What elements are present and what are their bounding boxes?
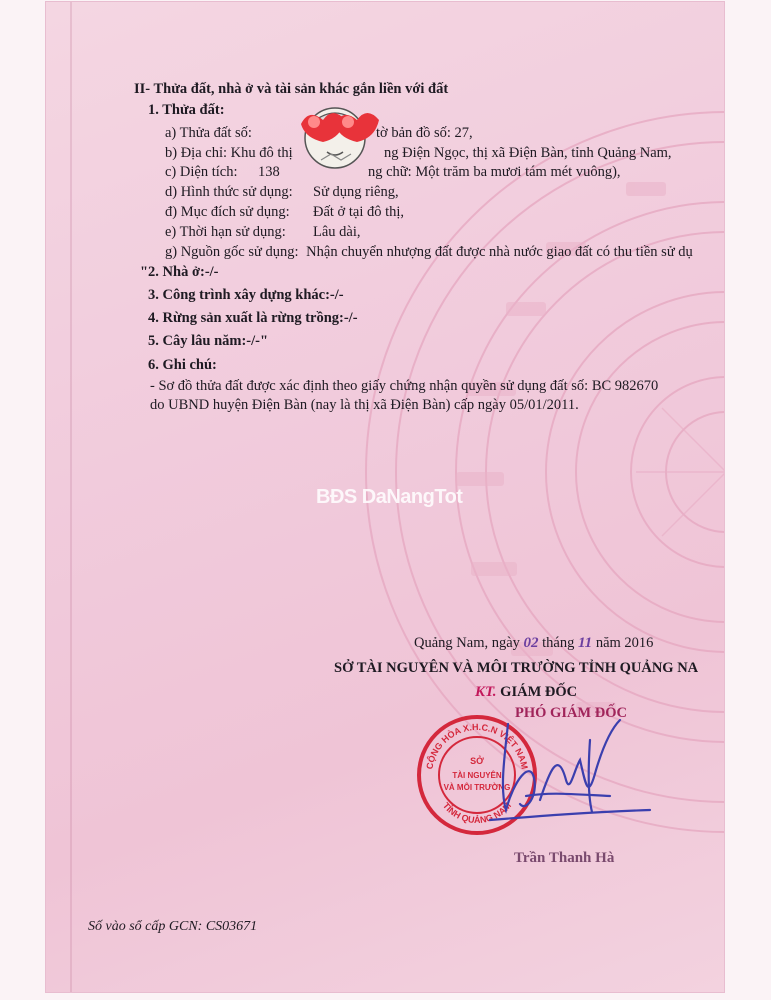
land-row-value: Sử dụng riêng,: [313, 184, 399, 200]
date-month: 11: [578, 635, 593, 651]
notes-line: do UBND huyện Điện Bàn (nay là thị xã Điện Bàn) cấp ngày 05/01/2011.: [150, 397, 579, 413]
land-heading: 1. Thửa đất:: [148, 102, 225, 118]
land-row-label: a) Thửa đất số:: [165, 125, 252, 141]
land-row-label: [165, 243, 728, 261]
issue-date: [414, 634, 653, 652]
land-row-value: Đất ở tại đô thị,: [313, 204, 405, 220]
title-prefix: KT.: [475, 684, 497, 700]
land-row-value: ng Điện Ngọc, thị xã Điện Bàn, tỉnh Quảng Nam,: [384, 145, 672, 161]
land-row-label: b) Địa chỉ: Khu đô thị: [165, 145, 293, 161]
construction-item: 3. Công trình xây dựng khác:-/-: [148, 287, 344, 303]
land-row-label-text: g) Nguồn gốc sử dụng:: [165, 244, 299, 260]
seal-ring-text: CỘNG HÒA X.H.C.N VIỆT NAM: [424, 721, 530, 771]
land-row-value: ng chữ: Một trăm ba mươi tám mét vuông),: [368, 164, 621, 180]
issuing-authority: SỞ TÀI NGUYÊN VÀ MÔI TRƯỜNG TỈNH QUẢNG NA: [334, 660, 699, 676]
date-day: 02: [523, 635, 539, 651]
date-year: năm 2016: [595, 635, 654, 651]
signer-name: Trần Thanh Hà: [514, 850, 615, 866]
land-row-value: Nhận chuyển nhượng đất được nhà nước giao đất có thu tiền sử dụ: [306, 244, 693, 260]
house-item: "2. Nhà ở:-/-: [140, 264, 219, 280]
land-row-label: d) Hình thức sử dụng:: [165, 184, 293, 200]
land-row-value: Lâu dài,: [313, 224, 361, 240]
seal-center-text: VÀ MÔI TRƯỜNG: [443, 783, 511, 792]
land-row-value: tờ bản đồ số: 27,: [376, 125, 473, 141]
date-place: Quảng Nam, ngày: [414, 635, 520, 651]
handwritten-signature: [470, 700, 660, 840]
registry-number: Số vào sổ cấp GCN: CS03671: [88, 919, 258, 934]
notes-heading: 6. Ghi chú:: [148, 357, 217, 373]
watermark-logo: BĐS DaNangTot: [316, 486, 463, 508]
seal-bottom-text: TỈNH QUẢNG NAM: [440, 800, 514, 826]
land-row-label: e) Thời hạn sử dụng:: [165, 224, 286, 240]
title-text: GIÁM ĐỐC: [500, 684, 578, 700]
section-title: II- Thửa đất, nhà ở và tài sản khác gắn liền với đất: [134, 81, 449, 97]
privacy-emoji-sticker: [291, 100, 379, 170]
trees-item: 5. Cây lâu năm:-/-": [148, 333, 269, 349]
director-title: [475, 683, 577, 701]
forest-item: 4. Rừng sản xuất là rừng trồng:-/-: [148, 310, 358, 326]
notes-line: - Sơ đồ thửa đất được xác định theo giấy chứng nhận quyền sử dụng đất số: BC 982670: [150, 378, 659, 394]
land-row-label: c) Diện tích:: [165, 164, 238, 180]
land-row-label: đ) Mục đích sử dụng:: [165, 204, 290, 220]
seal-center-text: TÀI NGUYÊN: [452, 771, 502, 780]
seal-center-text: SỞ: [470, 756, 484, 766]
area-number: 138: [258, 164, 280, 180]
date-month-label: tháng: [542, 635, 575, 651]
deputy-title: PHÓ GIÁM ĐỐC: [515, 705, 627, 721]
